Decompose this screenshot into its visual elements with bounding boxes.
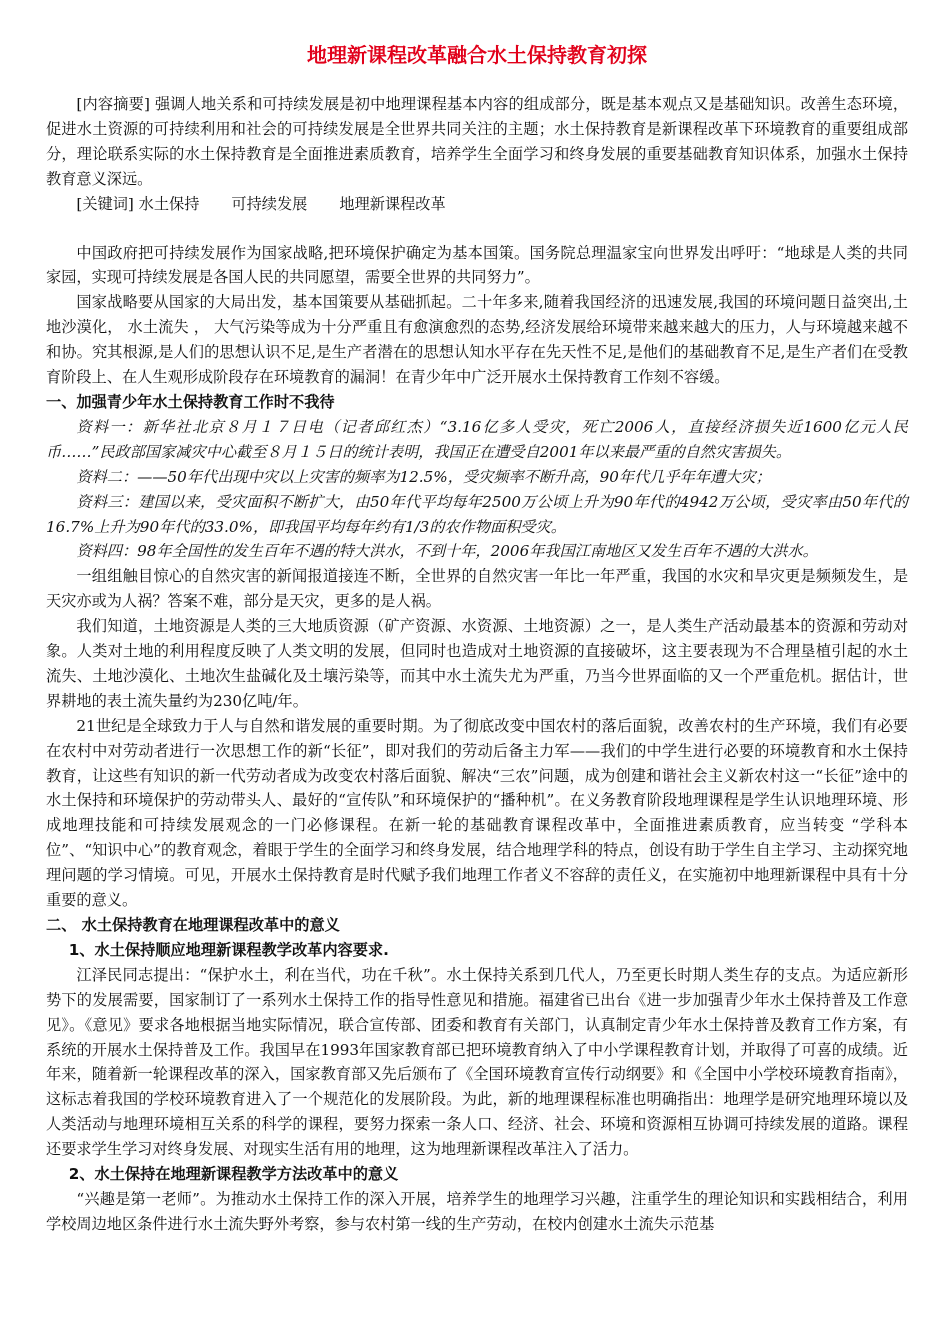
- material-3: 资料三：建国以来，受灾面积不断扩大，由50年代平均每年2500万公顷上升为90年代的4942万公顷，受灾率由50年代的16.7%上升为90年代的33.0%，即我国平均每年约有1/3的农作物面积受灾。: [46, 492, 908, 536]
- intro-paragraph-2: 国家战略要从国家的大局出发，基本国策要从基础抓起。二十年多来,随着我国经济的迅速发展,我国的环境问题日益突出,土地沙漠化， 水土流失 ， 大气污染等成为十分严重且有愈演愈烈的态势,经济发展给环境带来越来越大的压力，人与环境越来越不和协。究其根源,是人们的思想认识不足,是生产者潜在的思想认知水平存在先天性不足,是他们的基础教育不足,是生产者们在受教育阶段上、在人生观形成阶段存在环境教育的漏洞！在青少年中广泛开展水土保持教育工作刻不容缓。: [46, 293, 908, 387]
- subsection2-heading: 2、水土保持在地理新课程教学方法改革中的意义: [68, 1165, 399, 1184]
- document-page: [46, 40, 908, 1237]
- material-1: 资料一：新华社北京８月１７日电（记者邱红杰）“3.16亿多人受灾，死亡2006人，直接经济损失近1600亿元人民币……”民政部国家减灾中心截至８月１５日的统计表明，我国正在遭受自2001年以来最严重的自然灾害损失。: [46, 417, 908, 461]
- section1-paragraph-1: 一组组触目惊心的自然灾害的新闻报道接连不断，全世界的自然灾害一年比一年严重，我国的水灾和旱灾更是频频发生，是天灾亦或为人祸？答案不难，部分是天灾，更多的是人祸。: [46, 567, 908, 611]
- section1-paragraph-2: 我们知道，土地资源是人类的三大地质资源（矿产资源、水资源、土地资源）之一，是人类生产活动最基本的资源和劳动对象。人类对土地的利用程度反映了人类文明的发展，但同时也造成对土地资源的直接破坏，这主要表现为不合理垦植引起的水土流失、土地沙漠化、土地次生盐碱化及土壤污染等，而其中水土流失尤为严重，乃当今世界面临的又一个严重危机。据估计，世界耕地的表土流失量约为230亿吨/年。: [46, 617, 908, 710]
- subsection2-paragraph: “兴趣是第一老师”。为推动水土保持工作的深入开展，培养学生的地理学习兴趣，注重学生的理论知识和实践相结合，利用学校周边地区条件进行水土流失野外考察，参与农村第一线的生产劳动，在校内创建水土流失示范基: [46, 1189, 908, 1233]
- keywords-label: [关键词]: [76, 194, 134, 213]
- keywords-line: [46, 192, 908, 217]
- keyword-3: 地理新课程改革: [339, 194, 446, 213]
- keyword-1: 水土保持: [138, 194, 200, 213]
- abstract-paragraph: [46, 92, 908, 192]
- document-title: 地理新课程改革融合水土保持教育初探: [307, 43, 647, 67]
- keyword-2: 可持续发展: [231, 194, 308, 213]
- material-2: 资料二：——50年代出现中灾以上灾害的频率为12.5%，受灾频率不断升高，90年代几乎年年遭大灾；: [76, 467, 771, 486]
- material-4: 资料四：98年全国性的发生百年不遇的特大洪水，不到十年，2006年我国江南地区又发生百年不遇的大洪水。: [76, 542, 818, 561]
- intro-paragraph-1: 中国政府把可持续发展作为国家战略,把环境保护确定为基本国策。国务院总理温家宝向世界发出呼吁：“地球是人类的共同家园，实现可持续发展是各国人民的共同愿望，需要全世界的共同努力”。: [46, 243, 908, 287]
- abstract-text: 强调人地关系和可持续发展是初中地理课程基本内容的组成部分，既是基本观点又是基础知识。改善生态环境，促进水土资源的可持续利用和社会的可持续发展是全世界共同关注的主题；水土保持教育是新课程改革下环境教育的重要组成部分，理论联系实际的水土保持教育是全面推进素质教育，培养学生全面学习和终身发展的重要基础教育知识体系，加强水土保持教育意义深远。: [46, 95, 908, 188]
- subsection1-paragraph: 江泽民同志提出：“保护水土，利在当代，功在千秋”。水土保持关系到几代人，乃至更长时期人类生存的支点。为适应新形势下的发展需要，国家制订了一系列水土保持工作的指导性意见和措施。福建省已出台《进一步加强青少年水土保持普及工作意见》。《意见》要求各地根据当地实际情况，联合宣传部、团委和教育有关部门，认真制定青少年水土保持普及教育工作方案，有系统的开展水土保持普及工作。我国早在1993年国家教育部已把环境教育纳入了中小学课程教育计划，并取得了可喜的成绩。近年来，随着新一轮课程改革的深入，国家教育部又先后颁布了《全国环境教育宣传行动纲要》和《全国中小学校环境教育指南》，这标志着我国的学校环境教育进入了一个规范化的发展阶段。为此，新的地理课程标准也明确指出：地理学是研究地理环境以及人类活动与地理环境相互关系的科学的课程，要努力探索一条人口、经济、社会、环境和资源相互协调可持续发展的道路。课程还要求学生学习对终身发展、对现实生活有用的地理，这为地理新课程改革注入了活力。: [46, 965, 908, 1159]
- section2-heading: 二、 水土保持教育在地理课程改革中的意义: [46, 916, 340, 934]
- section1-paragraph-3: 21世纪是全球致力于人与自然和谐发展的重要时期。为了彻底改变中国农村的落后面貌，改善农村的生产环境，我们有必要在农村中对劳动者进行一次思想工作的新“长征”，即对我们的劳动后备主力军——我们的中学生进行必要的环境教育和水土保持教育，让这些有知识的新一代劳动者成为改变农村落后面貌、解决“三农”问题，成为创建和谐社会主义新农村这一“长征”途中的水土保持和环境保护的劳动带头人、最好的“宣传队”和环境保护的“播种机”。在义务教育阶段地理课程是学生认识地理环境、形成地理技能和可持续发展观念的一门必修课程。在新一轮的基础教育课程改革中，全面推进素质教育，应当转变 “学科本位”、“知识中心”的教育观念，着眼于学生的全面学习和终身发展，结合地理学科的特点，创设有助于学生自主学习、主动探究地理问题的学习情境。可见，开展水土保持教育是时代赋予我们地理工作者义不容辞的责任义，在实施初中地理新课程中具有十分重要的意义。: [46, 716, 908, 910]
- section1-heading: 一、加强青少年水土保持教育工作时不我待: [46, 392, 335, 411]
- subsection1-heading: 1、水土保持顺应地理新课程教学改革内容要求.: [68, 940, 389, 959]
- abstract-label: [内容摘要]: [76, 95, 150, 113]
